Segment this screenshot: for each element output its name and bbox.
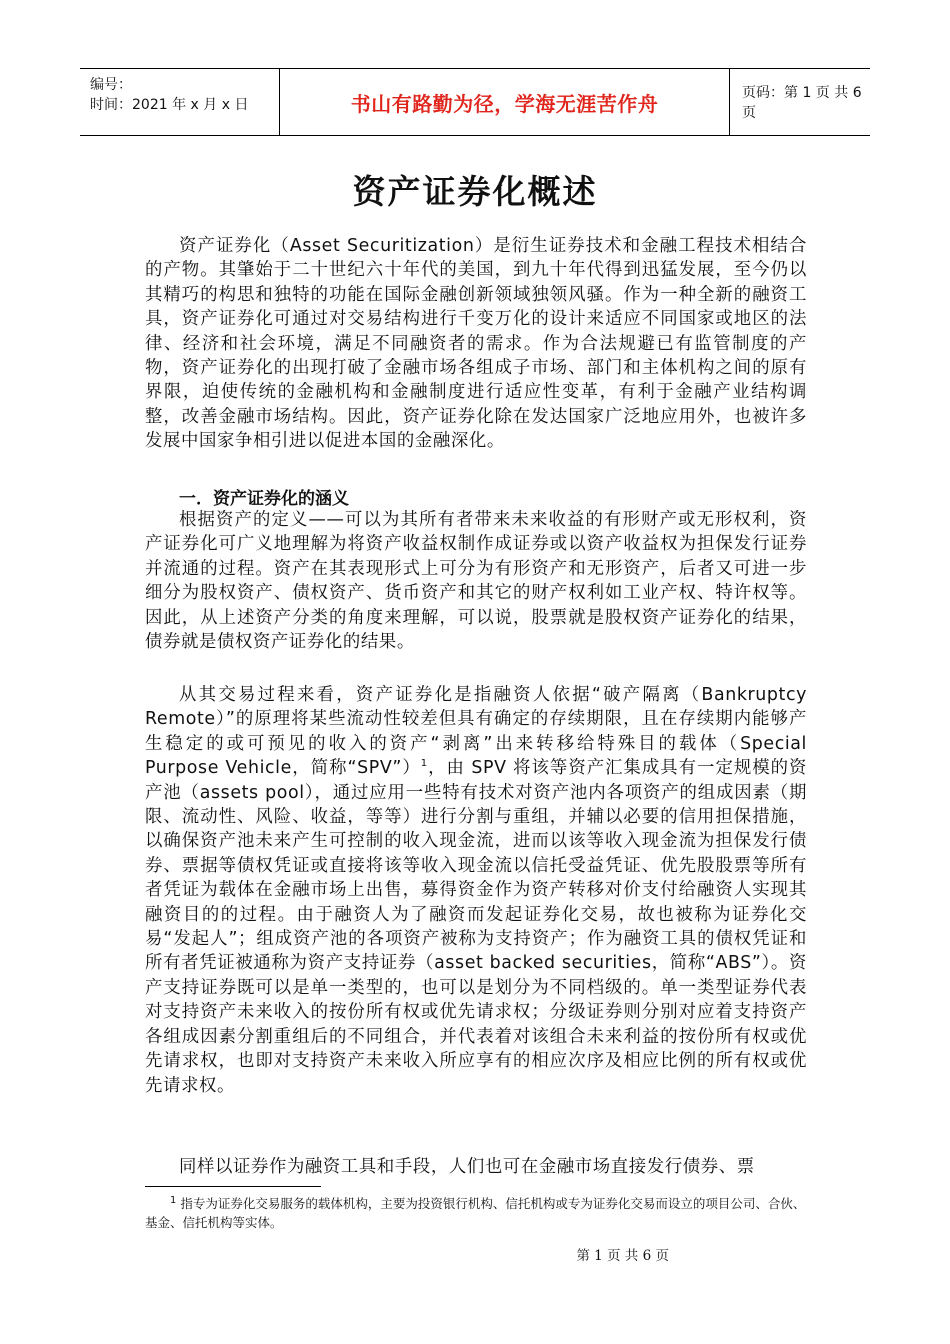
paragraph-transaction bbox=[145, 683, 807, 1098]
header-meta-cell bbox=[80, 69, 280, 135]
footer-page-number: 第 1 页 共 6 页 bbox=[576, 1248, 669, 1264]
footnote-marker: 1 bbox=[170, 1194, 177, 1206]
footnote-text: 指专为证券化交易服务的载体机构，主要为投资银行机构、信托机构或专为证券化交易而设立的项目公司、合伙、基金、信托机构等实体。 bbox=[145, 1196, 806, 1230]
paragraph-transaction-part-a: 从其交易过程来看，资产证券化是指融资人依据“破产隔离（Bankruptcy Remote）”的原理将某些流动性较差但具有确定的存续期限，且在存续期内能够产生稳定的或可预见的收入的资产“剥离”出来转移给特殊目的载体（Special Purpose Vehicle，简称“SPV”） bbox=[145, 685, 807, 779]
footnote bbox=[145, 1194, 807, 1232]
date-label: 时间：2021 年 x 月 x 日 bbox=[90, 97, 249, 113]
header-motto-cell bbox=[280, 69, 730, 135]
header-page-info: 页码：第 1 页 共 6 页 bbox=[742, 85, 862, 121]
footnote-reference[interactable]: 1 bbox=[420, 758, 428, 770]
footnote-divider bbox=[145, 1186, 321, 1187]
number-label: 编号： bbox=[90, 77, 132, 93]
page-footer bbox=[0, 1244, 950, 1264]
paragraph-definition: 根据资产的定义——可以为其所有者带来未来收益的有形财产或无形权利，资产证券化可广义地理解为将资产收益权制作成证券或以资产收益权为担保发行证券并流通的过程。资产在其表现形式上可分为有形资产和无形资产，后者又可进一步细分为股权资产、债权资产、货币资产和其它的财产权利如工业产权、特许权等。因此，从上述资产分类的角度来理解，可以说，股票就是股权资产证券化的结果，债券就是债权资产证券化的结果。 bbox=[145, 510, 807, 653]
section-heading-1: 一．资产证券化的涵义 bbox=[179, 489, 349, 509]
document-title: 资产证券化概述 bbox=[352, 172, 598, 211]
paragraph-transaction-part-b: ，由 SPV 将该等资产汇集成具有一定规模的资产池（assets pool），通过应用一些特有技术对资产池内各项资产的组成因素（期限、流动性、风险、收益，等等）进行分割与重组，并辅以必要的信用担保措施，以确保资产池未来产生可控制的收入现金流，进而以该等收入现金流为担保发行债券、票据等债权凭证或直接将该等收入现金流以信托受益凭证、优先股股票等所有者凭证为载体在金融市场上出售，募得资金作为资产转移对价支付给融资人实现其融资目的的过程。由于融资人为了融资而发起证券化交易，故也被称为证券化交易“发起人”；组成资产池的各项资产被称为支持资产；作为融资工具的债权凭证和所有者凭证被通称为资产支持证券（asset backed securities，简称“ABS”）。资产支持证券既可以是单一类型的，也可以是划分为不同档级的。单一类型证券代表对支持资产未来收入的按份所有权或优先请求权；分级证券则分别对应着支持资产各组成因素分割重组后的不同组合，并代表着对该组合未来利益的按份所有权或优先请求权，也即对支持资产未来收入所应享有的相应次序及相应比例的所有权或优先请求权。 bbox=[145, 758, 807, 1096]
paragraph-intro: 资产证券化（Asset Securitization）是衍生证券技术和金融工程技术相结合的产物。其肇始于二十世纪六十年代的美国，到九十年代得到迅猛发展，至今仍以其精巧的构思和独特的功能在国际金融创新领域独领风骚。作为一种全新的融资工具，资产证券化可通过对交易结构进行千变万化的设计来适应不同国家或地区的法律、经济和社会环境，满足不同融资者的需求。作为合法规避已有监管制度的产物，资产证券化的出现打破了金融市场各组成子市场、部门和主体机构之间的原有界限，迫使传统的金融机构和金融制度进行适应性变革，有利于金融产业结构调整，改善金融市场结构。因此，资产证券化除在发达国家广泛地应用外，也被许多发展中国家争相引进以促进本国的金融深化。 bbox=[145, 236, 807, 452]
header-page-cell bbox=[730, 69, 870, 135]
motto-text: 书山有路勤为径，学海无涯苦作舟 bbox=[350, 91, 659, 116]
document-header bbox=[80, 68, 870, 136]
paragraph-comparison: 同样以证券作为融资工具和手段，人们也可在金融市场直接发行债券、票 bbox=[179, 1157, 755, 1177]
